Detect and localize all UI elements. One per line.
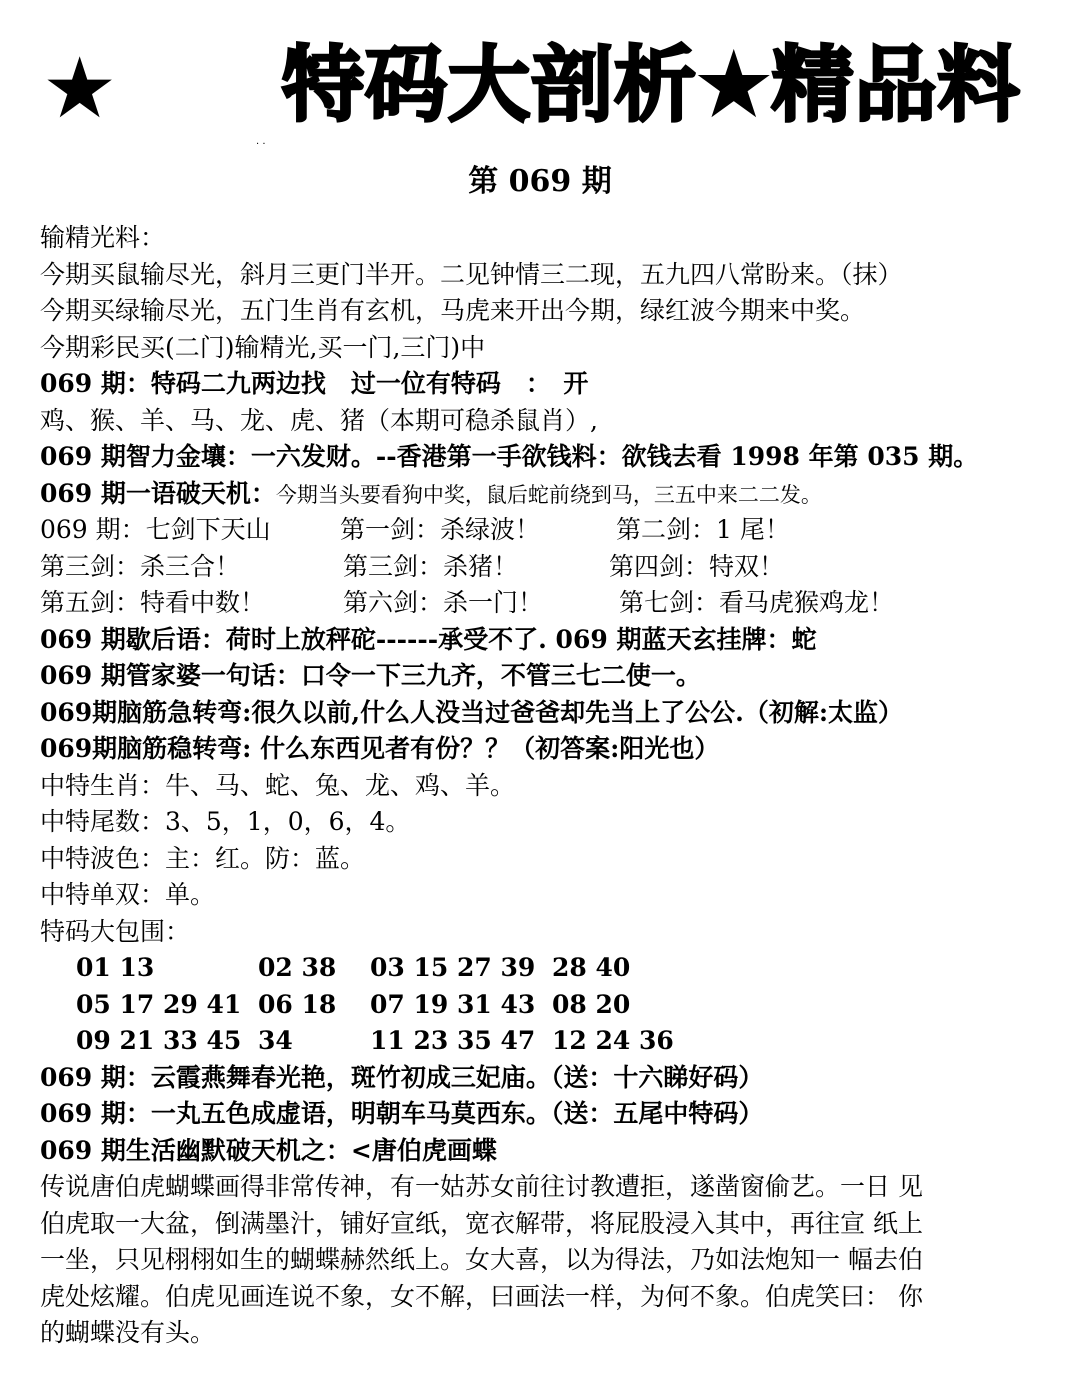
text-line: 中特尾数：3、5，1，0，6，4。	[40, 807, 411, 836]
text-line: 069 期：特码二九两边找 过一位有特码 ： 开	[40, 369, 589, 398]
text-line	[40, 476, 1040, 513]
story-line: 伯虎取一大盆，倒满墨汁，铺好宣纸，宽衣解带，将屁股浸入其中，再往宣 纸上	[40, 1208, 923, 1238]
text-line: 069 期管家婆一句话：口令一下三九齐，不管三七二使一。	[40, 661, 701, 690]
text-line: 069 期歇后语：荷时上放秤砣------承受不了. 069 期蓝天玄挂牌：蛇	[40, 624, 817, 654]
text-line: 中特单双：单。	[40, 880, 216, 909]
section-heading: 特码大包围：	[40, 916, 191, 946]
text-line: 今期买鼠输尽光，斜月三更门半开。二见钟情三二现，五九四八常盼来。（抹）	[40, 259, 903, 289]
text-line: 中特生肖：牛、马、蛇、兔、龙、鸡、羊。	[40, 770, 516, 800]
number-cell: 11 23 35 47	[370, 1026, 536, 1055]
star-icon: ★	[42, 39, 118, 137]
sword-cell: 第五剑：特看中数！	[40, 588, 266, 617]
number-cell: 28 40	[552, 953, 631, 982]
story-line: 的蝴蝶没有头。	[40, 1318, 216, 1347]
sword-cell: 第四剑：特双！	[609, 551, 785, 581]
story-line: 虎处炫耀。伯虎见画连说不象，女不解，曰画法一样，为何不象。伯虎笑曰： 你	[40, 1281, 923, 1311]
text-line: 069期脑筋稳转弯: 什么东西见者有份？？（初答案:阳光也）	[40, 734, 720, 763]
line-label: 069 期一语破天机：	[40, 478, 276, 508]
text-line: 鸡、猴、羊、马、龙、虎、猪（本期可稳杀鼠肖）,	[40, 405, 598, 435]
sword-cell: 第三剑：杀猪！	[343, 551, 519, 581]
sword-row	[40, 549, 1040, 586]
sword-cell: 第二剑：1 尾！	[616, 515, 790, 544]
story-line: 传说唐伯虎蝴蝶画得非常传神，有一姑苏女前往讨教遭拒，遂凿窗偷艺。一日 见	[40, 1172, 923, 1201]
number-cell: 01 13	[76, 953, 155, 982]
number-cell: 07 19 31 43	[370, 989, 536, 1019]
text-line: 069期脑筋急转弯:很久以前,什么人没当过爸爸却先当上了公公.（初解:太监）	[40, 697, 904, 727]
text-line: 中特波色：主：红。防：蓝。	[40, 843, 366, 873]
text-line: 069 期智力金壤：一六发财。--香港第一手欲钱料：欲钱去看 1998 年第 035 期。	[40, 442, 979, 471]
banner-title: 特码大剖析★精品料	[282, 38, 1021, 133]
number-grid	[76, 950, 1040, 1060]
number-cell: 05 17 29 41	[76, 989, 242, 1019]
section-heading: 输精光料：	[40, 223, 166, 252]
document-body	[40, 220, 1040, 1352]
number-cell: 09 21 33 45	[76, 1026, 242, 1055]
number-cell: 08 20	[552, 989, 631, 1019]
text-line: 今期彩民买(二门)输精光,买一门,三门)中	[40, 332, 486, 362]
text-line: 069 期：一丸五色成虚语，明朝车马莫西东。（送：五尾中特码）	[40, 1099, 764, 1128]
page-header	[0, 28, 1080, 138]
story-paragraph	[40, 1169, 1040, 1352]
story-line: 一坐，只见栩栩如生的蝴蝶赫然纸上。女大喜，以为得法，乃如法炮知一 幅去伯	[40, 1245, 923, 1274]
number-cell: 34	[258, 1026, 293, 1055]
sword-cell: 第三剑：杀三合！	[40, 551, 241, 581]
sword-cell: 第七剑：看马虎猴鸡龙！	[619, 588, 895, 617]
issue-number: 第 069 期	[468, 164, 612, 199]
sword-cell: 069 期：七剑下天山	[40, 515, 271, 544]
speck-marks: · ·	[256, 139, 266, 150]
sword-row	[40, 512, 1040, 549]
sword-cell: 第一剑：杀绿波！	[340, 515, 541, 544]
text-line: 069 期：云霞燕舞春光艳，斑竹初成三妃庙。（送：十六睇好码）	[40, 1062, 764, 1092]
number-cell: 06 18	[258, 989, 337, 1019]
sword-row	[40, 585, 1040, 622]
text-line: 069 期生活幽默破天机之：<唐伯虎画蝶	[40, 1135, 497, 1165]
number-cell: 12 24 36	[552, 1026, 674, 1055]
number-cell: 02 38	[258, 953, 337, 982]
number-cell: 03 15 27 39	[370, 953, 536, 982]
sword-cell: 第六剑：杀一门！	[343, 588, 544, 617]
text-line: 今期买绿输尽光，五门生肖有玄机，马虎来开出今期，绿红波今期来中奖。	[40, 296, 866, 325]
line-value: 今期当头要看狗中奖，鼠后蛇前绕到马，三五中来二二发。	[275, 482, 822, 507]
